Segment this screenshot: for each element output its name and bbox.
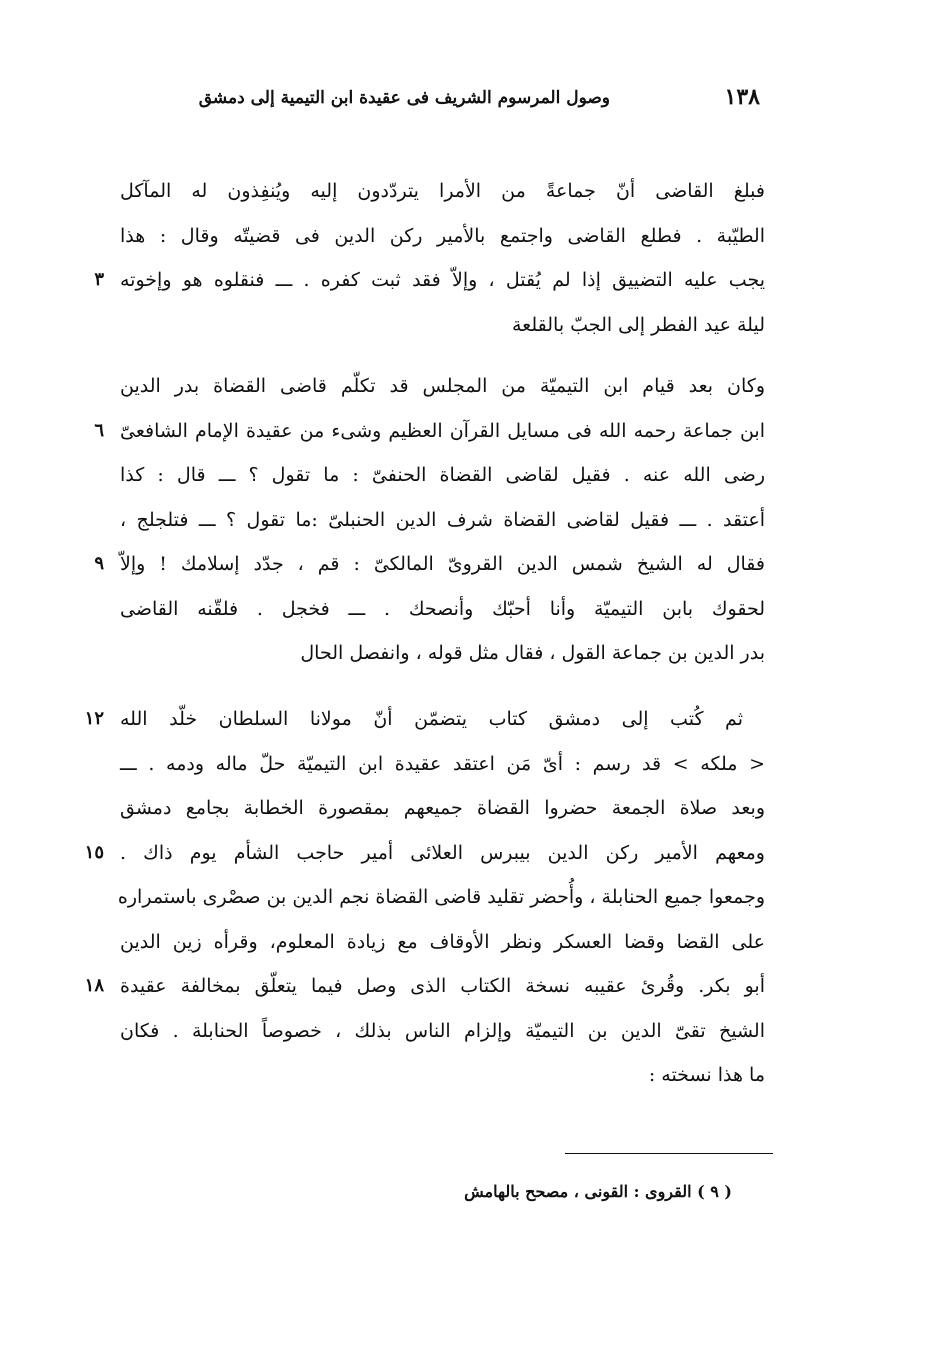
footnote: ( ٩ ) القروى : القونى ، مصحح بالهامش bbox=[464, 1182, 732, 1201]
text-line bbox=[120, 1053, 765, 1098]
text-line bbox=[120, 214, 765, 259]
line-text: الشيخ تقىّ الدين بن التيميّة وإلزام الناس بذلك ، خصوصاً الحنابلة . فكان bbox=[120, 1019, 765, 1042]
line-text: يجب عليه التضييق إذا لم يُقتل ، وإلاّ فقد ثبت كفره . ـــ فنقلوه هو وإخوته bbox=[120, 269, 765, 291]
text-line bbox=[94, 409, 765, 454]
text-line bbox=[84, 697, 765, 742]
line-number: ١٨ bbox=[84, 975, 104, 996]
running-title: وصول المرسوم الشريف فى عقيدة ابن التيمية إلى دمشق bbox=[198, 88, 610, 108]
line-number: ٩ bbox=[94, 553, 104, 574]
line-text: الطيّبة . فطلع القاضى واجتمع بالأمير ركن الدين فى قضيتّه وقال : هذا bbox=[120, 224, 765, 247]
line-text: رضى الله عنه . فقيل لقاضى القضاة الحنفىّ : ما تقول ؟ ـــ قال : كذا bbox=[120, 464, 765, 486]
line-text: ومعهم الأمير ركن الدين بيبرس العلائى أمير حاجب الشأم يوم ذاك . bbox=[120, 841, 765, 864]
paragraph-1 bbox=[94, 169, 765, 347]
line-text: بدر الدين بن جماعة القول ، فقال مثل قوله ، وانفصل الحال bbox=[300, 642, 765, 664]
line-text: فبلغ القاضى أنّ جماعةً من الأمرا يتردّدون إليه ويُنفِذون له المآكل bbox=[120, 180, 765, 202]
line-text: فقال له الشيخ شمس الدين القروىّ المالكىّ : قم ، جدّد إسلامك ! وإلاّ bbox=[120, 553, 765, 575]
text-line bbox=[120, 786, 765, 831]
line-text: ما هذا نسخته : bbox=[648, 1064, 765, 1086]
line-number: ٦ bbox=[94, 419, 104, 441]
page-header bbox=[120, 80, 760, 120]
line-text: ابن جماعة رحمه الله فى مسايل القرآن العظيم وشىء من عقيدة الإمام الشافعىّ bbox=[120, 419, 765, 442]
line-text: ليلة عيد الفطر إلى الجبّ بالقلعة bbox=[511, 313, 765, 336]
line-text: وبعد صلاة الجمعة حضروا القضاة جميعهم بمقصورة الخطابة بجامع دمشق bbox=[120, 797, 765, 819]
text-line bbox=[84, 831, 765, 876]
line-text: وجمعوا جميع الحنابلة ، وأُحضر تقليد قاضى القضاة نجم الدين بن صصْرى باستمراره bbox=[117, 886, 765, 908]
text-line bbox=[120, 742, 765, 787]
text-line bbox=[94, 258, 765, 303]
text-line bbox=[120, 303, 765, 348]
footnote-separator bbox=[565, 1153, 773, 1154]
text-line bbox=[120, 920, 765, 965]
line-text: أعتقد . ـــ فقيل لقاضى القضاة شرف الدين الحنبلىّ :ما تقول ؟ ـــ فتلجلج ، bbox=[120, 508, 765, 531]
text-line bbox=[120, 498, 765, 543]
text-line bbox=[120, 169, 765, 214]
line-number: ١٥ bbox=[84, 841, 104, 863]
line-text: أبو بكر. وقُرئ عقيبه نسخة الكتاب الذى وصل فيما يتعلّق بمخالفة عقيدة bbox=[120, 975, 765, 997]
text-line bbox=[94, 542, 765, 587]
text-line bbox=[120, 1009, 765, 1054]
text-line bbox=[84, 964, 765, 1009]
line-number: ٣ bbox=[94, 269, 104, 290]
line-text: على القضا وقضا العسكر ونظر الأوقاف مع زيادة المعلوم، وقرأه زين الدين bbox=[120, 930, 765, 953]
line-number: ١٢ bbox=[84, 708, 104, 729]
text-line bbox=[120, 364, 765, 409]
line-text: لحقوك بابن التيميّة وأنا أحبّك وأنصحك . ـــ فخجل . فلقّنه القاضى bbox=[120, 597, 765, 620]
line-text: < ملكه > قد رسم : أىّ مَن اعتقد عقيدة ابن التيميّة حلّ ماله ودمه . ـــ bbox=[120, 752, 765, 775]
text-line bbox=[117, 875, 765, 920]
paragraph-2 bbox=[94, 364, 765, 676]
line-text: ثم كُتب إلى دمشق كتاب يتضمّن أنّ مولانا السلطان خلّد الله bbox=[120, 708, 743, 730]
text-line bbox=[120, 587, 765, 632]
text-line bbox=[120, 631, 765, 676]
paragraph-3 bbox=[84, 697, 765, 1098]
page-number: ١٣٨ bbox=[724, 84, 760, 110]
text-line bbox=[120, 453, 765, 498]
line-text: وكان بعد قيام ابن التيميّة من المجلس قد تكلّم قاضى القضاة بدر الدين bbox=[120, 375, 765, 397]
